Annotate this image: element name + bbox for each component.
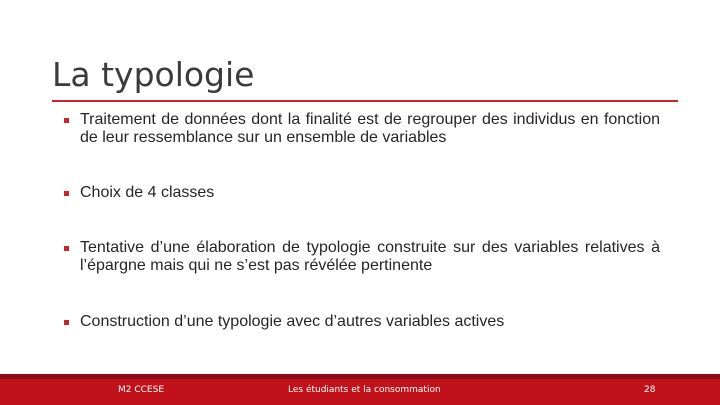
bullet-text: Traitement de données dont la finalité est de regrouper des individus en fonction de leur ressemblance sur un ensemble de variables <box>80 111 660 146</box>
bullet-text: Tentative d’une élaboration de typologie construite sur des variables relatives à l’épargne mais qui ne s’est pas révélée pertinente <box>80 239 660 274</box>
bullet-square-icon <box>64 246 69 251</box>
bullet-square-icon <box>64 320 69 325</box>
footer-page-number: 28 <box>644 385 656 395</box>
title-underline <box>52 100 678 102</box>
footer-center-label: Les étudiants et la consommation <box>288 385 441 395</box>
slide-title: La typologie <box>52 55 255 94</box>
bullet-item <box>64 313 660 331</box>
footer-left-label: M2 CCESE <box>118 385 165 395</box>
bullet-square-icon <box>64 118 69 123</box>
bullet-text: Choix de 4 classes <box>80 184 215 201</box>
bullet-item <box>64 111 660 147</box>
footer-bar-shadow <box>0 374 720 379</box>
bullet-item <box>64 184 660 202</box>
bullet-text: Construction d’une typologie avec d’autres variables actives <box>80 313 505 330</box>
bullet-square-icon <box>64 191 69 196</box>
bullet-item <box>64 239 660 275</box>
